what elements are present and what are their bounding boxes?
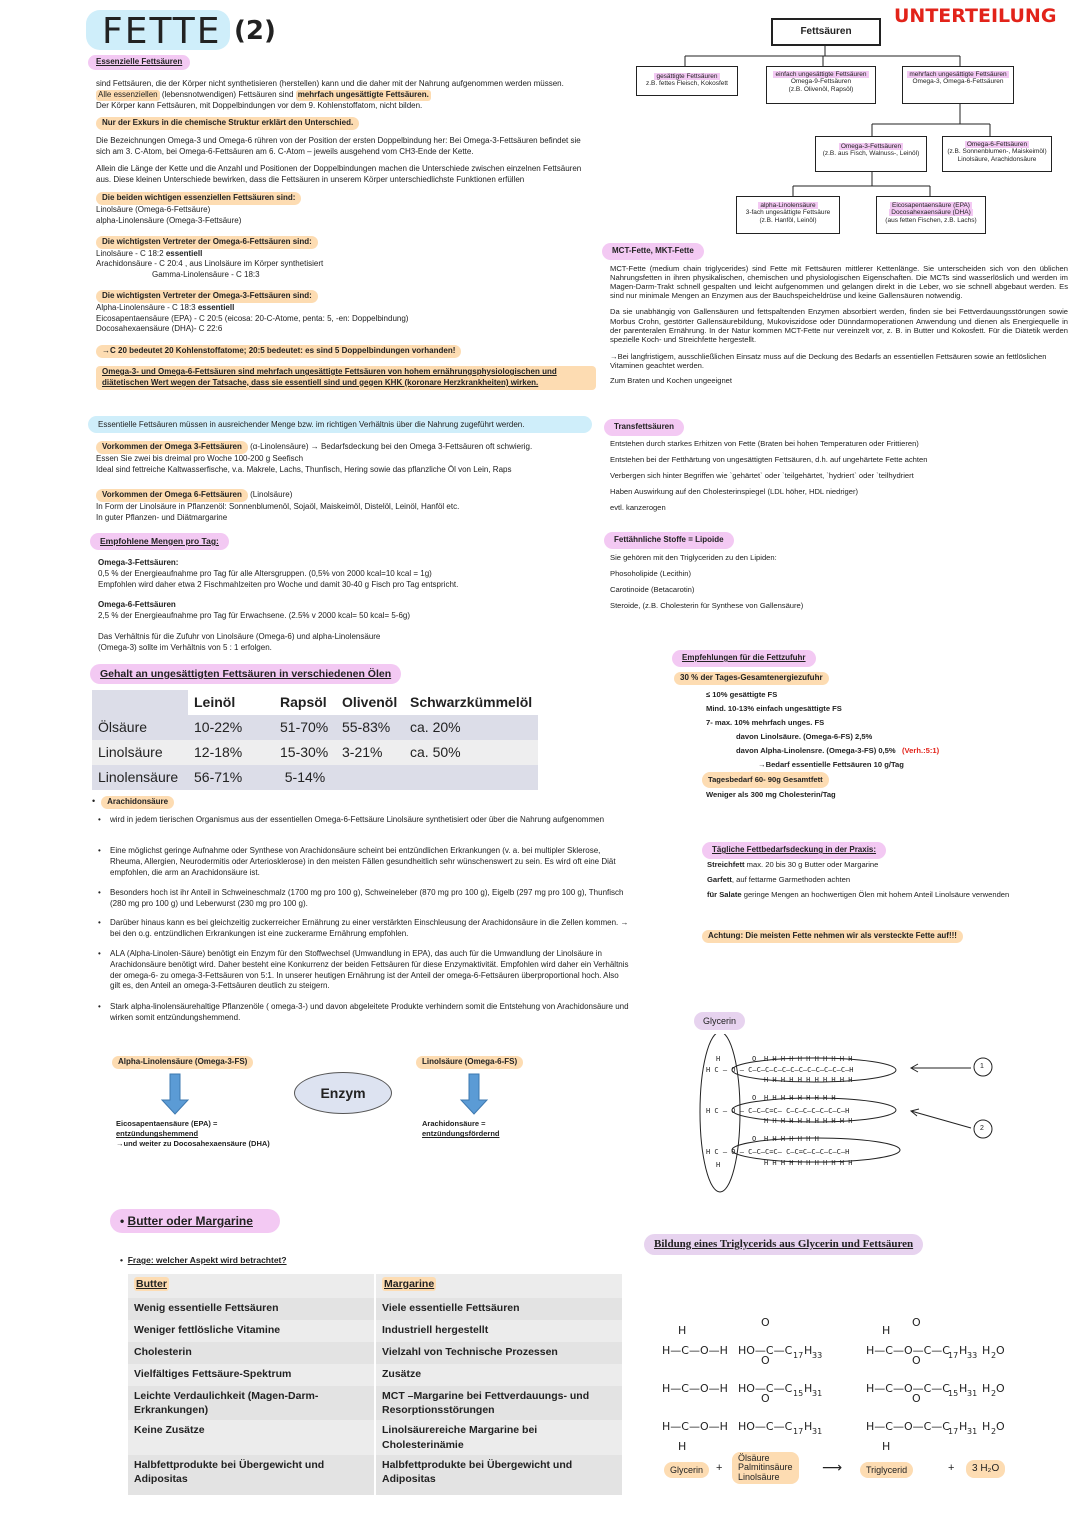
- svg-text:H—C—O—H: H—C—O—H: [662, 1344, 728, 1357]
- fettzufuhr-sub: 30 % der Tages-Gesamtenergiezufuhr: [674, 672, 829, 685]
- oil-header-cell: Rapsöl: [274, 690, 336, 715]
- oil-cell: 51-70%: [274, 715, 336, 740]
- svg-text:33: 33: [812, 1351, 823, 1360]
- svg-text:O: O: [761, 1316, 770, 1329]
- enzym-center-label: Enzym: [320, 1085, 366, 1101]
- acid-oelsaeure: Ölsäure: [738, 1453, 770, 1463]
- butter-heading-pill: [110, 1209, 280, 1233]
- trans-3: Verbergen sich hinter Begriffen wie `gehärtet` oder `teilgehärtet, `hydriert` oder `teilhydriert: [610, 471, 914, 481]
- mct-p2: Da sie unabhängig von Gallensäuren und fettspaltenden Enzymen absorbiert werden, finden sie bei Fettverdauungsstörungen sowie Morbus Crohn, gestörter Gallensäurebildung, Mukoviszidose oder Dünndarmoperationen Anwendung und dienen als Energiequelle in der parenteralen Ernährung. In der Natur kommen MCT-Fette nur vereinzelt vor, z. B. in Butter und Kokosfett. Für die Diätetik werden spezielle Koch- und Streichfette hergestellt.: [610, 307, 1068, 344]
- tree-einfach-box: [766, 66, 876, 104]
- exkurs-note: Nur der Exkurs in die chemische Struktur erklärt den Unterschied.: [96, 117, 359, 130]
- svg-text:H H H H H H H H: H H H H H H H H H: [764, 1094, 836, 1102]
- oil-cell: 56-71%: [188, 765, 274, 790]
- butter-table-header: [128, 1274, 623, 1298]
- butter-cell: Halbfettprodukte bei Übergewicht und Adipositas: [128, 1455, 375, 1495]
- butter-table: [128, 1274, 624, 1495]
- arachidon-b6: Stark alpha-linolensäurehaltige Pflanzenöle ( omega-3-) und davon abgeleitete Produkte verhindern somit die Entstehung von Arachidonsäure und wirken somit entzündungshemmend.: [110, 1002, 629, 1022]
- praxis-streich-label: Streichfett: [707, 860, 745, 869]
- mct-text: [610, 264, 1068, 385]
- reaction-plus: +: [716, 1462, 723, 1474]
- e3-line2: Empfohlen wird daher etwa 2 Fischmahlzeiten pro Woche und damit 30-40 g Fisch pro Tag entspricht.: [98, 579, 459, 589]
- fettzufuhr-list: [706, 688, 939, 802]
- tree-omega3-box: [815, 136, 927, 172]
- svg-text:O: O: [752, 1055, 757, 1063]
- svg-text:31: 31: [812, 1427, 823, 1436]
- glycerin-structure: [696, 1034, 1006, 1194]
- bullet-dot: •: [120, 1214, 128, 1228]
- svg-text:17: 17: [793, 1427, 804, 1436]
- oil-table-title: Gehalt an ungesättigten Fettsäuren in verschiedenen Ölen: [90, 664, 401, 684]
- oil-cell: 5-14%: [274, 765, 336, 790]
- arachidon-bullet: [98, 846, 630, 878]
- o3-epa: Eicosapentaensäure (EPA) - C 20:5 (eicosa: 20-C-Atome, penta: 5, -en: Doppelbindung): [96, 313, 409, 323]
- svg-text:H: H: [804, 1420, 813, 1433]
- svg-text:O: O: [752, 1135, 757, 1143]
- lip-2: Phosoholipide (Lecithin): [610, 569, 692, 579]
- enzym-epa-line1: Eicosapentaensäure (EPA) =: [116, 1119, 218, 1128]
- butter-table-row: [128, 1320, 623, 1342]
- tree-omega6-title: Omega-6-Fettsäuren: [966, 141, 1028, 148]
- praxis-streich-text: max. 20 bis 30 g Butter oder Margarine: [744, 860, 879, 869]
- fz-8: Weniger als 300 mg Cholesterin/Tag: [706, 790, 836, 800]
- svg-text:H—C—O—C—C: H—C—O—C—C: [866, 1420, 950, 1433]
- tree-gesaettigt-title: gesättigte Fettsäuren: [656, 73, 718, 80]
- vork6-heading: Vorkommen der Omega 6-Fettsäuren: [96, 489, 248, 502]
- svg-text:2: 2: [991, 1389, 997, 1398]
- reaction-glycerin-label: Glycerin: [664, 1462, 709, 1478]
- enzym-epa-line2: entzündungshemmend: [116, 1129, 199, 1139]
- ess-definition: sind Fettsäuren, die der Körper nicht synthetisieren (herstellen) kann und die daher mit der Nahrung aufgenommen werden müssen.: [96, 79, 564, 88]
- enzym-linol-label: Linolsäure (Omega-6-FS): [416, 1056, 523, 1069]
- svg-text:H H H H H H H H H H: H H H H H H H H H H H: [764, 1159, 853, 1167]
- fz-6: →Bedarf essentielle Fettsäuren 10 g/Tag: [758, 760, 904, 770]
- page-title: FETTE: [102, 11, 222, 52]
- ess-koerper: Der Körper kann Fettsäuren, mit Doppelbindungen vor dem 9. Kohlenstoffatom, nicht bilden.: [96, 100, 423, 110]
- o3-alpha-name: Alpha-Linolensäure - C 18:3: [96, 302, 198, 312]
- svg-text:31: 31: [967, 1427, 978, 1436]
- unterteilung-heading: UNTERTEILUNG: [894, 5, 1057, 27]
- reaction-water: 3 H₂O: [966, 1460, 1005, 1478]
- oil-cell: 3-21%: [336, 740, 404, 765]
- beiden-linol: Linolsäure (Omega-6-Fettsäure): [96, 205, 211, 215]
- ess-alle-mid: (lebensnotwendigen) Fettsäuren sind: [159, 89, 296, 99]
- oil-header-cell: Olivenöl: [336, 690, 404, 715]
- tree-epa-box: [876, 196, 986, 234]
- tree-root-label: Fettsäuren: [800, 26, 852, 37]
- svg-text:2: 2: [991, 1427, 997, 1436]
- glycerin-label: Glycerin: [694, 1012, 745, 1030]
- essentielle-text: [96, 79, 596, 390]
- butter-table-row: [128, 1298, 623, 1320]
- beiden-heading: Die beiden wichtigen essenziellen Fettsäuren sind:: [96, 192, 301, 205]
- c20-note: →C 20 bedeutet 20 Kohlenstoffatome; 20:5 bedeutet: es sind 5 Doppelbindungen vorhanden!: [96, 345, 461, 358]
- tree-ala-example: (z.B. Hanföl, Leinöl): [759, 216, 817, 224]
- svg-text:H: H: [678, 1440, 687, 1453]
- svg-text:H: H: [804, 1344, 813, 1357]
- tree-ala-title: alpha-Linolensäure: [760, 202, 816, 209]
- svg-text:O: O: [996, 1420, 1005, 1433]
- mct-p1: MCT-Fette (medium chain triglycerides) sind Fette mit Fettsäuren mittlerer Kettenlänge. Sie unterscheiden sich von den üblichen Nahrungsfetten in ihren physikalischen, chemischen und physiologischen Eigenschaften. Die MCTs sind wasserlöslich und werden im Magen-Darm-Trakt schnell gespalten und leicht aufgenommen und gelangen direkt in die Leber, wo sie schnell abgebaut werden. Es sind nur minimale Mengen an Enzymen aus der Bauchspeicheldrüse und keine Gallensäuren notwendig.: [610, 264, 1068, 301]
- reaction-triglycerid-label: Triglycerid: [860, 1462, 913, 1478]
- arachidon-bullet: [98, 815, 630, 826]
- tree-einfach-example: (z.B. Olivenöl, Rapsöl): [788, 85, 854, 93]
- triglycerid-reaction: [656, 1312, 1016, 1462]
- vork6-tail: (Linolsäure): [247, 490, 293, 500]
- svg-text:15: 15: [948, 1389, 959, 1398]
- o6-linol-name: Linolsäure - C 18:2: [96, 248, 166, 258]
- butter-frage-text: Frage: welcher Aspekt wird betrachtet?: [127, 1255, 287, 1265]
- svg-text:17: 17: [793, 1351, 804, 1360]
- svg-text:17: 17: [948, 1427, 959, 1436]
- trans-2: Entstehen bei der Fetthärtung von ungesättigten Fettsäuren, d.h. auf ungehärtete Fette achten: [610, 455, 928, 465]
- svg-text:H H H H H H H H H H: H H H H H H H H H H H: [764, 1117, 853, 1125]
- oil-cell: Linolensäure: [92, 765, 188, 790]
- ess-alle-mehrfach: mehrfach ungesättigte Fettsäuren.: [297, 89, 429, 99]
- margarine-col-header: Margarine: [384, 1278, 435, 1290]
- svg-text:HO—C—C: HO—C—C: [738, 1382, 793, 1395]
- svg-text:H—C—O—H: H—C—O—H: [662, 1420, 728, 1433]
- khk-note: Omega-3- und Omega-6-Fettsäuren sind mehrfach ungesättigte Fettsäuren von hohem ernährungsphysiologischen und diätetischen Wert wegen der Tatsache, dass sie essentiell sind und gegen KHK (koronare Herzkrankheiten) wirken.: [96, 366, 596, 390]
- e6-line1: 2,5 % der Energieaufnahme pro Tag für Erwachsene. (2.5% v 2000 kcal= 50 kcal= 5-6g): [98, 611, 411, 621]
- oil-table-row: [92, 765, 538, 790]
- acid-palmitinsaeure: Palmitinsäure: [738, 1462, 793, 1473]
- svg-text:H—C—O—C—C: H—C—O—C—C: [866, 1344, 950, 1357]
- arachidon-heading-row: [92, 795, 174, 809]
- vorkommen-section: [96, 441, 606, 524]
- e3-heading: Omega-3-Fettsäuren:: [98, 558, 179, 567]
- oil-cell: [404, 765, 538, 790]
- fz-7: Tagesbedarf 60- 90g Gesamtfett: [702, 772, 829, 788]
- fz-4: davon Linolsäure. (Omega-6-FS) 2,5%: [736, 732, 873, 742]
- margarine-cell: MCT –Margarine bei Fettverdauungs- und Resorptionsstörungen: [375, 1386, 623, 1420]
- tree-omega6-acids: Linolsäure, Arachidonsäure: [957, 155, 1037, 163]
- oil-cell: ca. 20%: [404, 715, 538, 740]
- oil-header-cell: [92, 690, 188, 715]
- vork3-ideal: Ideal sind fettreiche Kaltwasserfische, v.a. Makrele, Lachs, Thunfisch, Hering sowie das pflanzliche Öl von Lein, Raps: [96, 464, 512, 474]
- enzym-ala-label: Alpha-Linolensäure (Omega-3-FS): [112, 1056, 253, 1069]
- svg-text:H: H: [959, 1420, 968, 1433]
- tree-mehrfach-title: mehrfach ungesättigte Fettsäuren: [909, 71, 1007, 78]
- oil-cell: [336, 765, 404, 790]
- oil-header-cell: Leinöl: [188, 690, 274, 715]
- tree-einfach-omega: Omega-9-Fettsäuren: [790, 78, 852, 86]
- svg-text:O: O: [996, 1382, 1005, 1395]
- tree-mehrfach-box: [902, 66, 1014, 104]
- svg-text:H—C—O—C—C: H—C—O—C—C: [866, 1382, 950, 1395]
- fettzufuhr-heading: Empfehlungen für die Fettzufuhr: [672, 650, 816, 667]
- butter-cell: Wenig essentielle Fettsäuren: [128, 1298, 375, 1320]
- butter-table-row: [128, 1455, 623, 1495]
- enzym-epa-line3: →und weiter zu Docosahexaensäure (DHA): [116, 1139, 270, 1149]
- arachidon-bullet: [98, 949, 630, 992]
- vork3-fisch: Essen Sie zwei bis dreimal pro Woche 100-200 g Seefisch: [96, 453, 304, 463]
- arachidon-heading: Arachidonsäure: [101, 796, 174, 809]
- verhaeltnis-line1: Das Verhältnis für die Zufuhr von Linolsäure (Omega-6) und alpha-Linolensäure: [98, 631, 381, 641]
- margarine-cell: Vielzahl von Technische Prozessen: [375, 1342, 623, 1364]
- bullet-dot: •: [98, 888, 101, 897]
- praxis-gar-text: , auf fettarme Garmethoden achten: [731, 875, 851, 885]
- arachidon-b2: Eine möglichst geringe Aufnahme oder Synthese von Arachidonsäure scheint bei entzündlichen Erkrankungen (v. a. bei multipler Sklerose, Rheuma, Allergien, Neurodermitis oder Arteriosklerose) in den meisten Fällen gesundheitlich sehr wünschenswert zu sein. Es wird oft eine Diät empfohlen, die arm an Arachidonsäure ist.: [110, 846, 616, 877]
- svg-text:H: H: [716, 1055, 721, 1063]
- arachidon-b4: Darüber hinaus kann es bei gleichzeitig zuckerreicher Ernährung zu einer verstärkten Einschleusung der Arachidonsäure in die Zellen kommen. → bei den o.g. entzündlichen Erkrankungen ist eine zuckerarme Ernährung empfohlen.: [110, 918, 629, 938]
- praxis-salat-label: für Salate: [707, 890, 742, 900]
- tree-ala-box: [736, 196, 840, 234]
- allein-text: Allein die Länge der Kette und die Anzahl und Positionen der Doppelbindungen machen die Unterschiede zwischen einzelnen Fettsäuren aus. Diese kleinen Unterschiede bewirken, dass die Fettsäuren in unserem Körper unterschiedlichste Funktionen erfüllen: [96, 163, 582, 184]
- empfohlene-mengen-text: [98, 558, 598, 654]
- svg-text:H: H: [982, 1382, 991, 1395]
- oil-cell: Linolsäure: [92, 740, 188, 765]
- enzym-epa-text: [116, 1119, 270, 1149]
- vork3-tail: (α-Linolensäure) → Bedarfsdeckung bei den Omega 3-Fettsäuren oft schwierig.: [247, 442, 533, 451]
- enzym-ara-line2: entzündungsfördernd: [422, 1129, 500, 1139]
- o6-linol-ess: essentiell: [165, 248, 203, 258]
- oil-cell: 12-18%: [188, 740, 274, 765]
- praxis-salat-text: geringe Mengen an hochwertigen Ölen mit hohem Anteil Linolsäure verwenden: [741, 890, 1010, 900]
- svg-text:H: H: [882, 1324, 891, 1337]
- bullet-dot: •: [92, 796, 96, 806]
- arachidon-b3: Besonders hoch ist ihr Anteil in Schweineschmalz (1700 mg pro 100 g), Schweineleber (870 mg pro 100 g), Eigelb (297 mg pro 100 g), Thunfisch (280 mg pro 100 g) und Leberwurst (230 mg pro 100 g).: [110, 888, 624, 908]
- vork6-pflanzenoel: In Form der Linolsäure in Pflanzenöl: Sonnenblumenöl, Sojaöl, Maiskeimöl, Distelöl, Leinöl, Hanföl etc.: [96, 502, 460, 512]
- tree-einfach-title: einfach ungesättigte Fettsäuren: [775, 71, 867, 78]
- arachidon-bullet: [98, 1002, 630, 1024]
- oil-cell: 55-83%: [336, 715, 404, 740]
- o6-arachidon: Arachidonsäure - C 20:4 , aus Linolsäure im Körper synthetisiert: [96, 259, 324, 269]
- trans-1: Entstehen durch starkes Erhitzen von Fette (Braten bei hohen Temperaturen oder Frittieren): [610, 439, 919, 448]
- marker-2: 2: [980, 1125, 984, 1132]
- svg-text:H: H: [982, 1420, 991, 1433]
- o6-linol: [96, 249, 596, 260]
- bullet-dot: •: [120, 1255, 128, 1265]
- svg-text:H H H H H H H H H H: H H H H H H H H H H H: [764, 1055, 853, 1063]
- svg-text:O: O: [761, 1354, 770, 1367]
- oil-cell: ca. 50%: [404, 740, 538, 765]
- svg-text:O: O: [912, 1354, 921, 1367]
- tree-omega6-example: (z.B. Sonnenblumen-, Maiskeimöl): [947, 148, 1047, 156]
- svg-text:HO—C—C: HO—C—C: [738, 1420, 793, 1433]
- bullet-dot: •: [98, 949, 101, 958]
- fz-5-ratio: (Verh.:5:1): [901, 746, 940, 756]
- page-title-number: (2): [234, 16, 276, 46]
- svg-text:H C — O — C—C—C—C—C—C—C—C—C—C—: H C — O — C—C—C—C—C—C—C—C—C—C—C—C—H: [706, 1066, 854, 1074]
- svg-text:O: O: [752, 1094, 757, 1102]
- svg-text:31: 31: [812, 1389, 823, 1398]
- bezeichnungen-text: Die Bezeichnungen Omega-3 und Omega-6 rühren von der Position der ersten Doppelbindung her: Bei Omega-3-Fettsäuren befindet sie sich am 3. C-Atom, bei Omega-6-Fettsäuren am 6. C-Atom – jeweils ausgehend vom CH3-Ende der Kette.: [96, 136, 581, 156]
- reaction-arrow-icon: ⟶: [822, 1459, 843, 1475]
- svg-text:H: H: [716, 1161, 721, 1169]
- o3-alpha-ess: essentiell: [197, 302, 235, 312]
- arachidon-b1: wird in jedem tierischen Organismus aus der essentiellen Omega-6-Fettsäure Linolsäure synthetisiert oder über die Nahrung aufgenommen: [110, 815, 605, 824]
- svg-text:H: H: [678, 1324, 687, 1337]
- lip-1: Sie gehören mit den Triglyceriden zu den Lipiden:: [610, 553, 777, 562]
- lip-4: Steroide, (z.B. Cholesterin für Synthese von Gallensäure): [610, 601, 804, 611]
- enzym-oval: [294, 1072, 392, 1114]
- enzym-ara-text: [422, 1119, 500, 1139]
- margarine-cell: Viele essentielle Fettsäuren: [375, 1298, 623, 1320]
- butter-table-row: [128, 1364, 623, 1386]
- tree-omega3-title: Omega-3-Fettsäuren: [840, 143, 902, 150]
- svg-text:33: 33: [967, 1351, 978, 1360]
- tree-mehrfach-omega: Omega-3, Omega-6-Fettsäuren: [912, 78, 1004, 86]
- trans-4: Haben Auswirkung auf den Cholesterinspiegel (LDL höher, HDL niedriger): [610, 487, 859, 497]
- trans-5: evtl. kanzerogen: [610, 503, 666, 513]
- svg-text:O: O: [996, 1344, 1005, 1357]
- bullet-dot: •: [98, 815, 101, 824]
- svg-text:O: O: [761, 1392, 770, 1405]
- enzym-ara-line1: Arachidonsäure =: [422, 1119, 486, 1128]
- beiden-alpha: alpha-Linolensäure (Omega-3-Fettsäure): [96, 215, 242, 225]
- svg-text:O: O: [912, 1316, 921, 1329]
- oil-table: [92, 690, 538, 790]
- svg-text:H—C—O—H: H—C—O—H: [662, 1382, 728, 1395]
- svg-text:15: 15: [793, 1389, 804, 1398]
- svg-text:H: H: [959, 1382, 968, 1395]
- tree-dha-title: Docosahexaensäure (DHA): [891, 209, 971, 217]
- tree-epa-example: (aus fetten Fischen, z.B. Lachs): [885, 216, 977, 224]
- essentielle-heading: Essenzielle Fettsäuren: [88, 55, 190, 70]
- butter-cell: Leichte Verdaulichkeit (Magen-Darm-Erkrankungen): [128, 1386, 375, 1420]
- e6-heading: Omega-6-Fettsäuren: [98, 600, 176, 610]
- svg-text:H C — O — C—C—C=C— C—C=C—C—C—C: H C — O — C—C—C=C— C—C=C—C—C—C—C—H: [706, 1148, 850, 1156]
- arachidon-bullet: [98, 888, 630, 910]
- acid-linolsaeure: Linolsäure: [738, 1471, 780, 1482]
- bullet-dot: •: [98, 918, 101, 927]
- ess-alle: [96, 90, 596, 101]
- omega6-vertreter-heading: Die wichtigsten Vertreter der Omega-6-Fettsäuren sind:: [96, 236, 318, 249]
- margarine-cell: Zusätze: [375, 1364, 623, 1386]
- reaction-acids: [732, 1452, 799, 1484]
- marker-1: 1: [980, 1063, 984, 1070]
- verhaeltnis-line2: (Omega-3) sollte im Verhältnis von 5 : 1 erfolgen.: [98, 642, 272, 652]
- empfohlene-mengen-heading: Empfohlene Mengen pro Tag:: [90, 533, 229, 550]
- mct-p3: →Bei langfristigem, ausschließlichen Einsatz muss auf die Deckung des Bedarfs an essentiellen Fettsäuren sowie an fettlöslichen Vitaminen geachtet werden.: [610, 351, 1047, 370]
- bildung-heading: Bildung eines Triglycerids aus Glycerin und Fettsäuren: [644, 1234, 923, 1255]
- arachidon-b5: ALA (Alpha-Linolen-Säure) benötigt ein Enzym für den Stoffwechsel (Umwandlung in EPA), das auch für die Umwandlung der Linolsäure in Arachidonsäure benötigt wird. Daher besteht eine Konkurrenz der beiden Fettsäuren für diese Enzymaktivität. Empfohlen wird daher ein Verhältnis der omega-6- zu omega-3-Fettsäuren von 5:1. In unserer heutigen Ernährung ist der Anteil der omega-6-Fettsäuren überproportional hoch. Also gilt es, den Anteil an omega-3-Fettsäuren deutlich zu steigern.: [110, 949, 629, 991]
- praxis-heading: Tägliche Fettbedarfsdeckung in der Praxis:: [702, 842, 886, 859]
- o6-gamma: Gamma-Linolensäure - C 18:3: [152, 270, 260, 280]
- fz-1: ≤ 10% gesättigte FS: [706, 690, 778, 699]
- o3-dha: Docosahexaensäure (DHA)- C 22:6: [96, 324, 223, 334]
- oil-table-row: [92, 715, 538, 740]
- oil-table-row: [92, 740, 538, 765]
- fz-5-text: davon Alpha-Linolensre. (Omega-3-FS) 0,5%: [736, 746, 896, 756]
- o3-alpha: [96, 303, 596, 314]
- butter-cell: Keine Zusätze: [128, 1420, 375, 1454]
- svg-text:H: H: [959, 1344, 968, 1357]
- praxis-gar-label: Garfett: [707, 875, 732, 885]
- butter-cell: Weniger fettlösliche Vitamine: [128, 1320, 375, 1342]
- arachidon-bullet: [98, 918, 630, 940]
- svg-text:31: 31: [967, 1389, 978, 1398]
- oil-cell: Ölsäure: [92, 715, 188, 740]
- oil-table-header: [92, 690, 538, 715]
- butter-table-row: [128, 1386, 623, 1420]
- tree-ala-desc: 3-fach ungesättigte Fettsäure: [745, 209, 831, 217]
- vork6-margarine: In guter Pflanzen- und Diätmargarine: [96, 512, 228, 522]
- oil-cell: 10-22%: [188, 715, 274, 740]
- margarine-cell: Industriell hergestellt: [375, 1320, 623, 1342]
- ess-alle-hl: Alle essenziellen: [98, 89, 158, 99]
- vork3-heading: Vorkommen der Omega 3-Fettsäuren: [96, 441, 248, 454]
- tree-omega3-example: (z.B. aus Fisch, Walnuss-, Leinöl): [822, 150, 920, 158]
- mct-heading: MCT-Fette, MKT-Fette: [602, 243, 704, 260]
- omega3-vertreter-heading: Die wichtigsten Vertreter der Omega-3-Fettsäuren sind:: [96, 290, 318, 303]
- svg-text:HO—C—C: HO—C—C: [738, 1344, 793, 1357]
- tree-root-box: [771, 18, 881, 46]
- achtung-note: Achtung: Die meisten Fette nehmen wir als versteckte Fette auf!!!: [702, 930, 963, 943]
- tree-gesaettigt-box: [636, 66, 738, 96]
- oil-header-cell: Schwarzkümmelöl: [404, 690, 538, 715]
- lipoide-list: [610, 553, 1070, 610]
- butter-cell: Cholesterin: [128, 1342, 375, 1364]
- oil-cell: 15-30%: [274, 740, 336, 765]
- svg-text:H: H: [804, 1382, 813, 1395]
- essentielle-fettsaeuren-section: [88, 55, 588, 70]
- bullet-dot: •: [98, 1002, 101, 1011]
- trans-heading: Transfettsäuren: [604, 419, 684, 436]
- svg-text:O: O: [912, 1392, 921, 1405]
- mct-p4: Zum Braten und Kochen ungeeignet: [610, 376, 733, 386]
- butter-table-row: [128, 1420, 623, 1454]
- butter-heading: Butter oder Margarine: [127, 1214, 253, 1228]
- tree-gesaettigt-example: z.B. fettes Fleisch, Kokosfett: [645, 80, 728, 88]
- svg-text:17: 17: [948, 1351, 959, 1360]
- butter-cell: Vielfältiges Fettsäure-Spektrum: [128, 1364, 375, 1386]
- fz-5: [706, 744, 939, 758]
- butter-col-header: Butter: [136, 1278, 167, 1290]
- svg-text:H C — O — C—C—C=C— C—C—C—C—C—C: H C — O — C—C—C=C— C—C—C—C—C—C—C—H: [706, 1107, 850, 1115]
- butter-table-row: [128, 1342, 623, 1364]
- fz-2: Mind. 10-13% einfach ungesättigte FS: [706, 704, 842, 714]
- lip-3: Carotinoide (Betacarotin): [610, 585, 695, 595]
- bullet-dot: •: [98, 846, 101, 855]
- margarine-cell: Linolsäurereiche Margarine bei Cholesterinämie: [375, 1420, 623, 1454]
- reaction-plus-2: +: [948, 1462, 955, 1474]
- svg-text:2: 2: [991, 1351, 997, 1360]
- trans-list: [610, 439, 1070, 513]
- lipoide-heading: Fettähnliche Stoffe = Lipoide: [604, 532, 734, 549]
- svg-text:H: H: [982, 1344, 991, 1357]
- svg-text:H: H: [882, 1440, 891, 1453]
- tree-epa-title: Eicosapentaensäure (EPA): [892, 202, 970, 209]
- e3-line1: 0,5 % der Energieaufnahme pro Tag für alle Altersgruppen. (0,5% von 2000 kcal=10 kcal = 1g): [98, 568, 432, 578]
- svg-text:H H H H H H: H H H H H H H: [764, 1135, 819, 1143]
- menge-text: Essentielle Fettsäuren müssen in ausreichender Menge bzw. im richtigen Verhältnis über die Nahrung zugeführt werden.: [98, 420, 525, 429]
- praxis-list: [707, 860, 1077, 899]
- fz-3: 7- max. 10% mehrfach unges. FS: [706, 718, 825, 728]
- svg-text:H H H H H H H H H H: H H H H H H H H H H H: [764, 1076, 853, 1084]
- tree-omega6-box: [942, 136, 1052, 172]
- margarine-cell: Halbfettprodukte bei Übergewicht und Adipositas: [375, 1455, 623, 1495]
- butter-frage: [120, 1255, 287, 1266]
